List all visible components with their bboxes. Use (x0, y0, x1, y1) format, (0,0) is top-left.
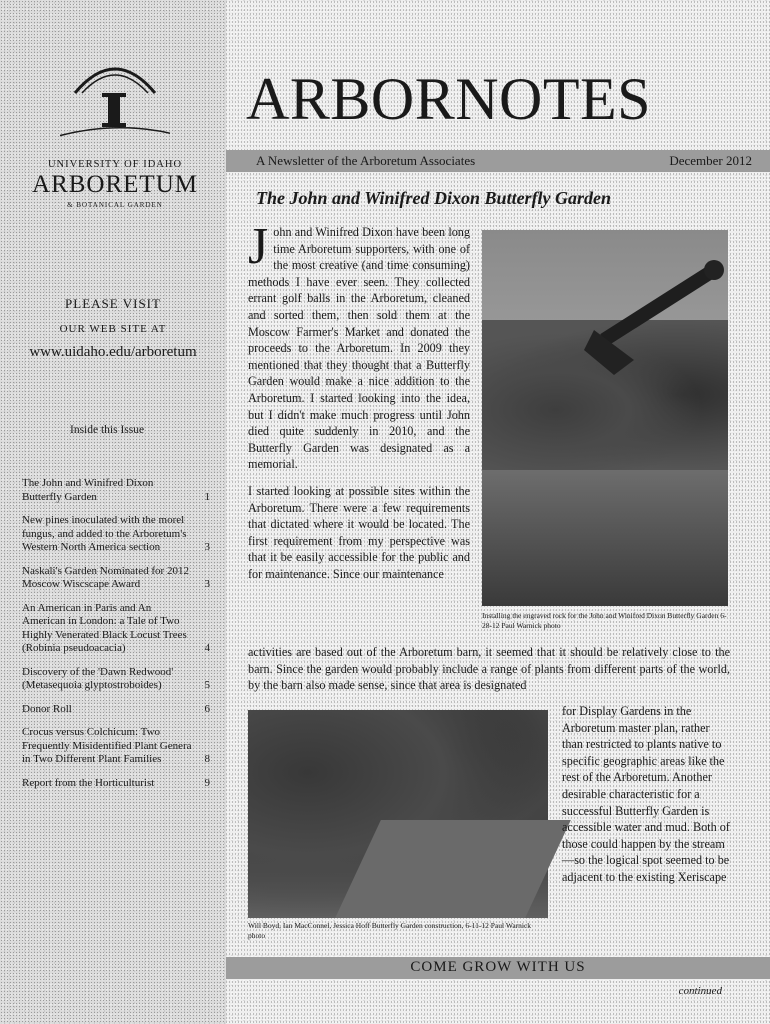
photo-garden-construction (248, 710, 548, 918)
excavator-icon (574, 250, 724, 380)
masthead-bar (226, 150, 770, 172)
arch-icon (60, 55, 170, 155)
article-column-right: for Display Gardens in the Arboretum master plan, rather than restricted to plants native to specific geographic areas like the rest of the Arboretum. Another desirable characteristic for a successful Butterfly Garden is accessible water and mud. Both of those could happen by the stream—so the logical spot seemed to be adjacent to the existing Xeriscape (562, 704, 730, 884)
inside-issue-heading: Inside this Issue (70, 424, 145, 436)
university-name: UNIVERSITY OF IDAHO (47, 159, 183, 170)
table-of-contents (22, 477, 210, 800)
toc-item[interactable] (22, 666, 210, 693)
toc-title: New pines inoculated with the morel fungus, and added to the Arboretum's Western North America section (22, 514, 187, 553)
paragraph-1-text: ohn and Winifred Dixon have been long time Arboretum supporters, with one of the most creative (and time consuming) methods I have ever seen. They collected errant golf balls in the Arboretum, cleaned and sorted them, then sold them at the Moscow Farmer's Market and donated the proceeds to the Arboretum. In 2009 they mentioned that they thought that a Butterfly Garden would make a nice addition to the Arboretum. I started looking into the idea, but I didn't make much progress until John died quite suddenly in 2010, and the Butterfly Garden was designated as a memorial. (248, 225, 470, 472)
toc-page: 3 (204, 541, 210, 553)
toc-item[interactable] (22, 777, 210, 791)
arboretum-name: ARBORETUM (32, 171, 198, 198)
photo-rock-installation (482, 230, 728, 606)
toc-page: 3 (204, 578, 210, 590)
arboretum-logo (20, 55, 210, 209)
sidebar (0, 0, 226, 1024)
toc-page: 6 (204, 702, 210, 715)
article-full-width-text: activities are based out of the Arboretum barn, it seemed that it should be relatively close to the barn. Since the garden would probably include a range of plants from different parts of the world, by the barn also made sense, since that area is designated (248, 645, 730, 693)
toc-title: An American in Paris and An American in London: a Tale of Two Highly Venerated Black Locust Trees (Robinia pseudoacacia) (22, 601, 187, 654)
article-column-left (248, 218, 470, 582)
article-title: The John and Winifred Dixon Butterfly Garden (256, 188, 612, 208)
toc-page: 4 (204, 642, 210, 654)
newsletter-title: ARBORNOTES (246, 66, 652, 132)
continued-label: continued (678, 985, 722, 997)
visit-line-2: OUR WEB SITE AT (59, 323, 167, 335)
website-url[interactable]: www.uidaho.edu/arboretum (29, 344, 197, 360)
toc-title: Crocus versus Colchicum: Two Frequently Misidentified Plant Genera in Two Different Plant Families (22, 726, 192, 765)
toc-item[interactable] (22, 514, 210, 555)
visit-website-block (0, 296, 226, 361)
slogan: COME GROW WITH US (410, 959, 586, 975)
toc-title: The John and Winifred Dixon Butterfly Garden (22, 477, 154, 503)
toc-page: 9 (204, 776, 210, 789)
footer-bar (226, 957, 770, 979)
toc-item[interactable] (22, 477, 210, 504)
toc-page: 5 (204, 679, 210, 691)
toc-item[interactable] (22, 703, 210, 717)
article-paragraph-1 (248, 218, 470, 473)
toc-title: Discovery of the 'Dawn Redwood' (Metasequoia glyptostroboides) (22, 665, 174, 691)
toc-title: Report from the Horticulturist (22, 776, 155, 789)
photo-caption-2: Will Boyd, Ian MacConnel, Jessica Hoff Butterfly Garden construction, 6-11-12 Paul Warnick photo (248, 921, 532, 940)
toc-title: Donor Roll (22, 702, 72, 715)
toc-page: 8 (204, 753, 210, 765)
drop-cap: J (248, 218, 269, 275)
toc-item[interactable] (22, 565, 210, 592)
toc-item[interactable] (22, 726, 210, 767)
newsletter-subtitle: A Newsletter of the Arboretum Associates (256, 153, 476, 168)
toc-item[interactable] (22, 602, 210, 656)
toc-page: 1 (204, 490, 210, 503)
botanical-garden-name: & BOTANICAL GARDEN (67, 201, 163, 209)
issue-date: December 2012 (669, 153, 752, 168)
toc-title: Naskali's Garden Nominated for 2012 Moscow Wiscscape Award (22, 564, 189, 590)
photo-caption-1: Installing the engraved rock for the John and Winifred Dixon Butterfly Garden 6-28-12 Paul Warnick photo (482, 611, 727, 630)
masthead (226, 0, 770, 150)
visit-line-1: PLEASE VISIT (65, 296, 161, 311)
article-paragraph-2: I started looking at possible sites within the Arboretum. There were a few requirements that dictated where it would be located. The first requirement from my perspective was that it be easily accessible for the public and for maintenance. Since our maintenance (248, 483, 470, 581)
